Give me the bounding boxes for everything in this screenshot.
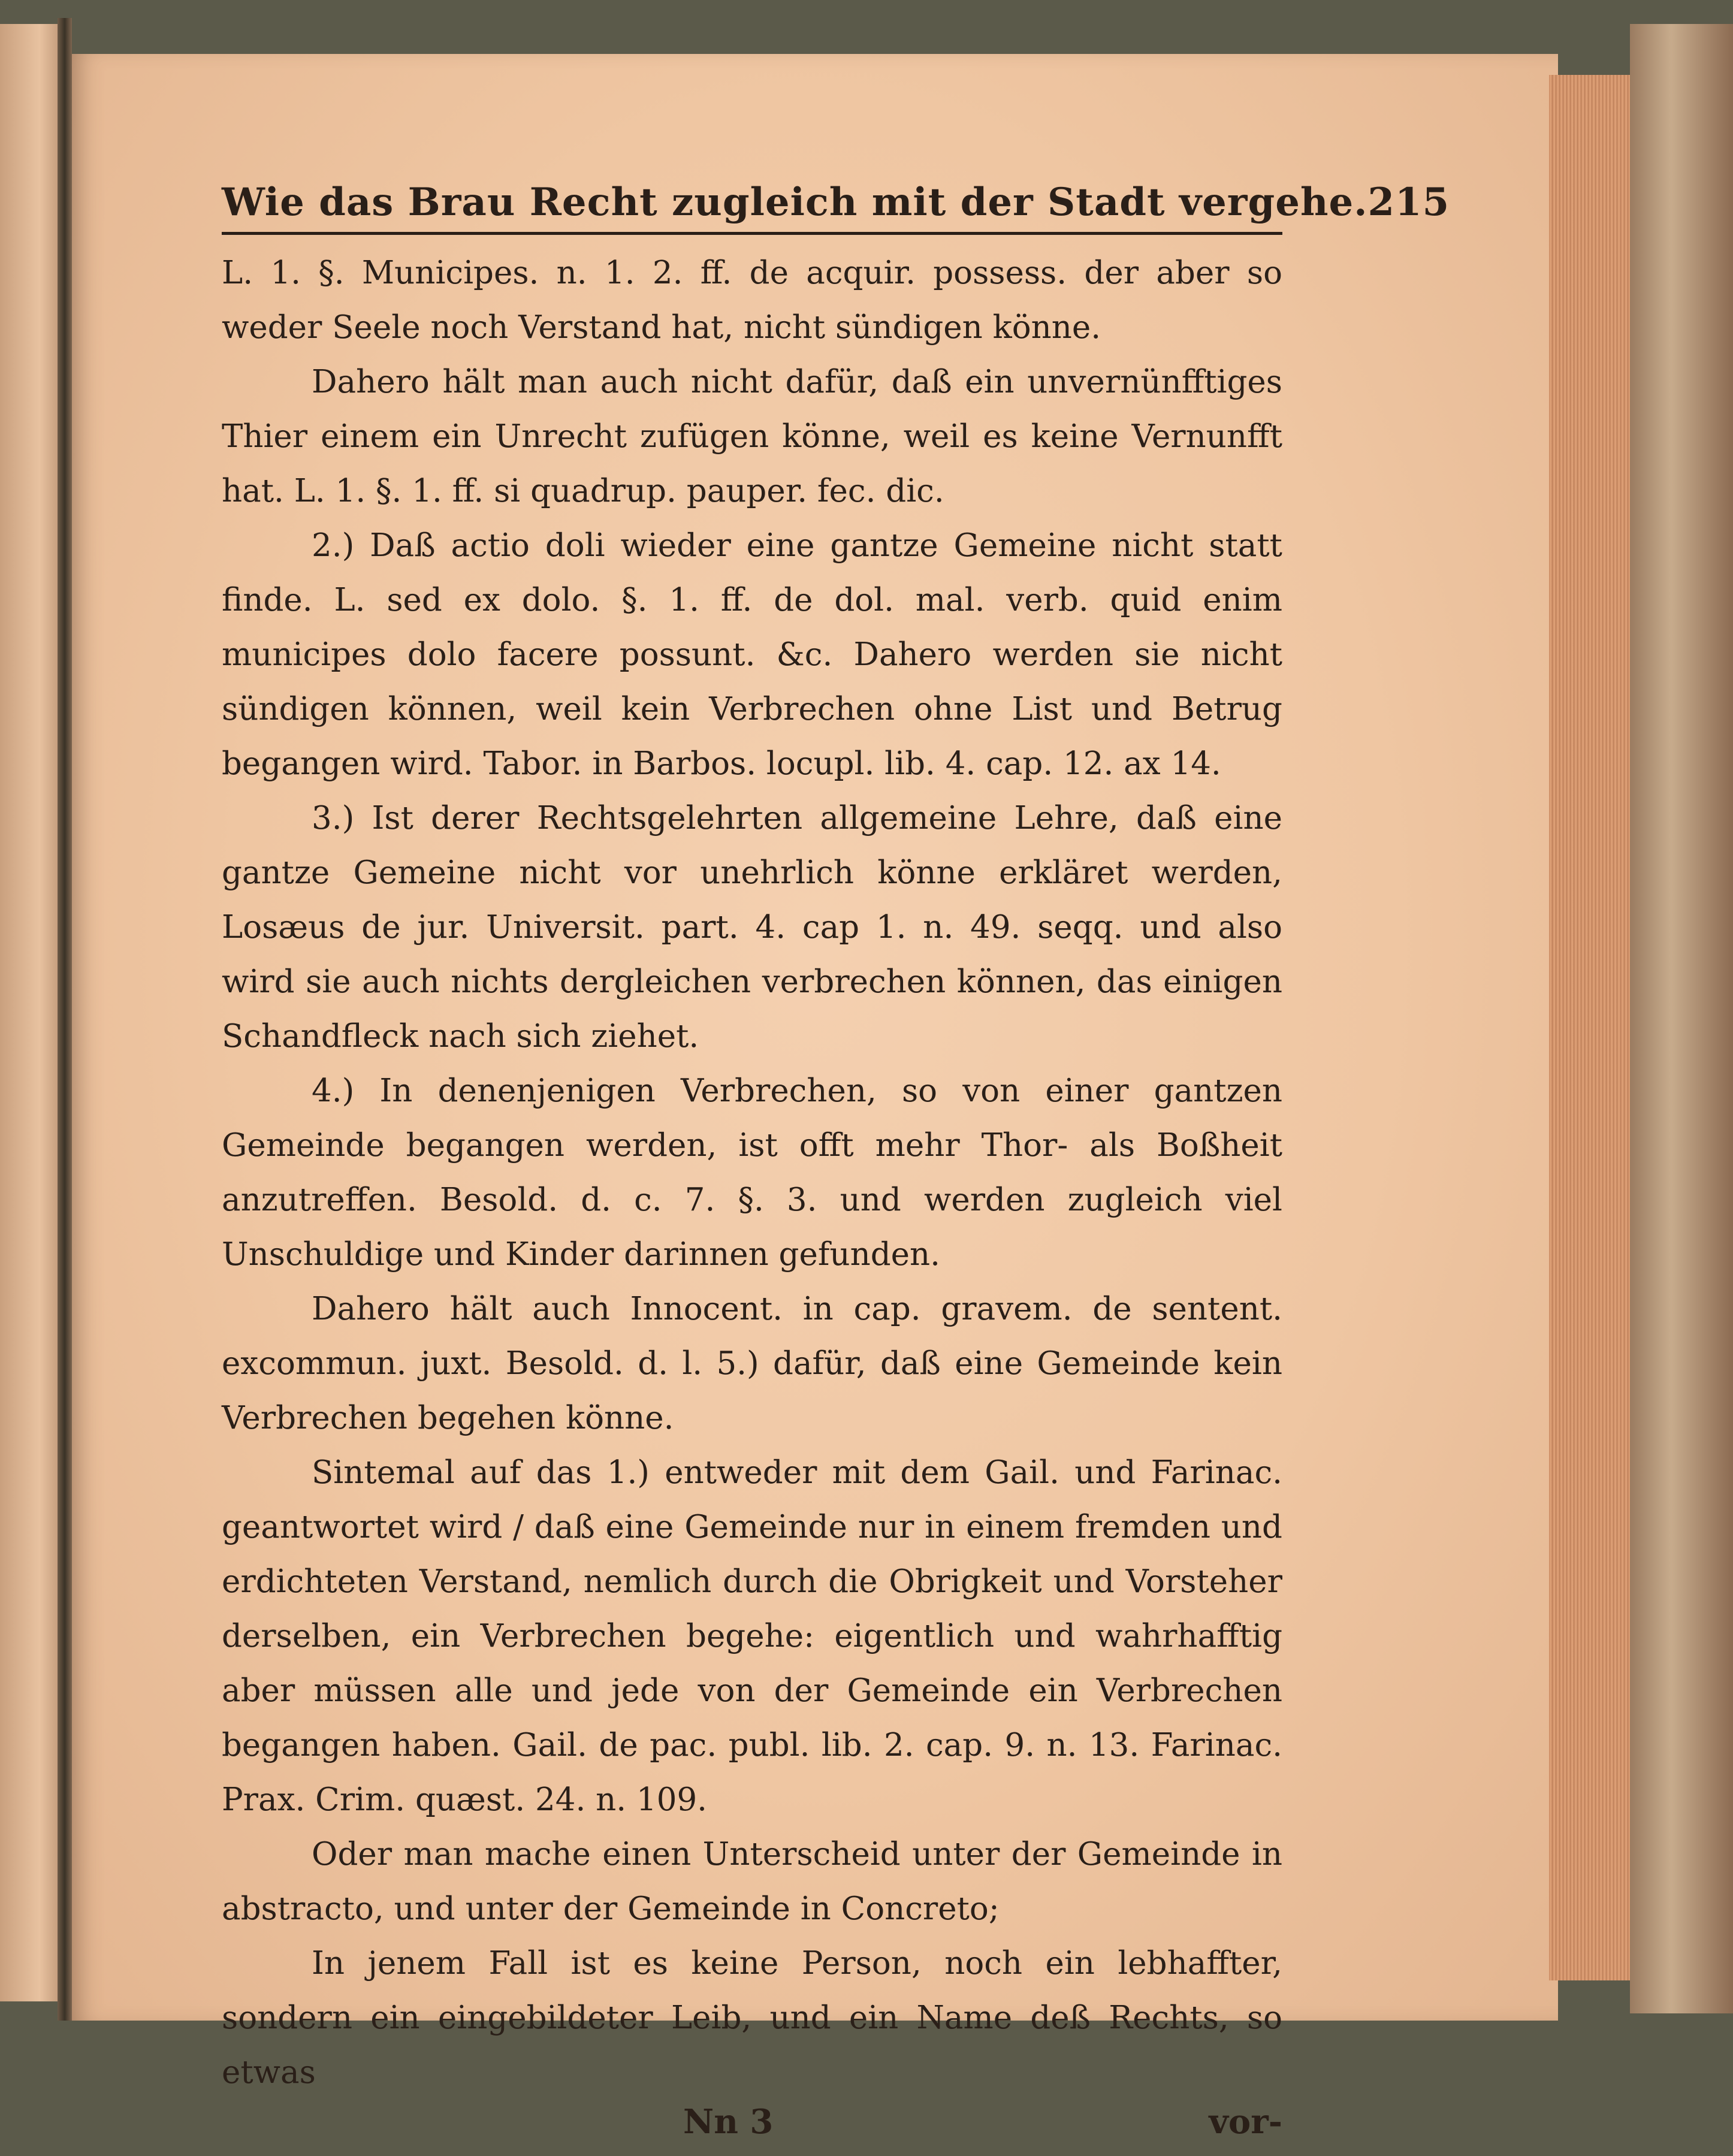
previous-page-edge [0,24,66,2001]
paragraph: Sintemal auf das 1.) entweder mit dem Gail. und Farinac. geantwortet wird / daß eine Gemeinde nur in einem fremden und erdichteten Verstand, nemlich durch die Obrigkeit und Vorsteher derselben, ein Verbrechen begehe: eigentlich und wahrhafftig aber müssen alle und jede von der Gemeinde ein Verbrechen begangen haben. Gail. de pac. publ. lib. 2. cap. 9. n. 13. Farinac. Prax. Crim. quæst. 24. n. 109. [222,1454,1282,1818]
paragraph: In jenem Fall ist es keine Person, noch ein lebhaffter, sondern ein eingebildeter Leib, und ein Name deß Rechts, so etwas [222,1945,1282,2091]
signature-mark: Nn 3 [683,2102,774,2142]
book-gutter [58,18,72,2021]
paragraph: L. 1. §. Municipes. n. 1. 2. ff. de acquir. possess. der aber so weder Seele noch Verstand hat, nicht sündigen könne. [222,255,1282,346]
page-fore-edge [1549,75,1630,1980]
paragraph: 2.) Daß actio doli wieder eine gantze Gemeine nicht statt finde. L. sed ex dolo. §. 1. ff. de dol. mal. verb. quid enim municipes dolo facere possunt. &c. Dahero werden sie nicht sündigen können, weil kein Verbrechen ohne List und Betrug begangen wird. Tabor. in Barbos. locupl. lib. 4. cap. 12. ax 14. [222,527,1282,782]
page-footer [222,2102,1282,2156]
catchword: vor- [1209,2102,1282,2142]
running-header [222,180,1450,235]
book-cover-board [1630,24,1733,2013]
paragraph: 4.) In denenjenigen Verbrechen, so von einer gantzen Gemeinde begangen werden, ist offt mehr Thor- als Boßheit anzutreffen. Besold. d. c. 7. §. 3. und werden zugleich viel Unschuldige und Kinder darinnen gefunden. [222,1073,1282,1273]
paragraph: Dahero hält auch Innocent. in cap. gravem. de sentent. excommun. juxt. Besold. d. l. 5.) dafür, daß eine Gemeinde kein Verbrechen begehen könne. [222,1291,1282,1436]
paragraph: Dahero hält man auch nicht dafür, daß ein unvernünfftiges Thier einem ein Unrecht zufügen könne, weil es keine Vernunfft hat. L. 1. §. 1. ff. si quadrup. pauper. fec. dic. [222,364,1282,509]
text-block [222,180,1450,2156]
paragraph: Oder man mache einen Unterscheid unter der Gemeinde in abstracto, und unter der Gemeinde in Concreto; [222,1836,1282,1927]
page-number: 215 [1367,180,1450,225]
running-title: Wie das Brau Recht zugleich mit der Stadt vergehe. [222,180,1368,225]
body-text [222,246,1282,2100]
paragraph: 3.) Ist derer Rechtsgelehrten allgemeine Lehre, daß eine gantze Gemeine nicht vor unehrlich könne erkläret werden, Losæus de jur. Universit. part. 4. cap 1. n. 49. seqq. und also wird sie auch nichts dergleichen verbrechen können, das einigen Schandfleck nach sich ziehet. [222,800,1282,1055]
